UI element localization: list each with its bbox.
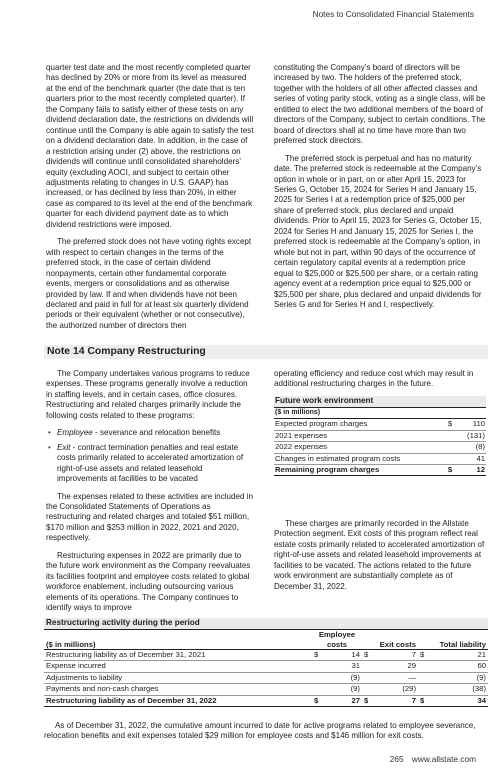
cell-employee: 31 [322,661,362,672]
currency-symbol [312,661,322,672]
currency-symbol [312,672,322,683]
list-item [46,443,254,485]
currency-symbol [418,672,428,683]
row-label: Changes in estimated program costs [274,453,447,464]
currency-symbol: $ [447,419,459,430]
row-label: Restructuring liability as of December 31, 2021 [44,650,312,661]
currency-symbol [447,453,459,464]
bullet-text: - severance and relocation benefits [92,428,221,438]
currency-symbol: $ [312,650,322,661]
cell-exit: (29) [372,684,418,695]
table-row [274,442,486,453]
row-label: Remaining program charges [274,465,447,476]
table-title: Future work environment [274,396,486,408]
cell-employee: 27 [322,695,362,706]
website-link[interactable]: www.allstate.com [411,754,476,764]
paragraph: The expenses related to these activities are included in the Consolidated Statements of Operations as restructuring and related charges and totaled $51 million, $170 million and $253 million in 2022, 2021 and 2020, respectively. [46,491,253,543]
column-restructuring-left [46,369,254,621]
table-row [44,661,488,672]
section-title: Note 14 Company Restructuring [47,346,206,357]
column-restructuring-right-lower [274,519,486,592]
row-label: Payments and non-cash charges [44,684,312,695]
paragraph: The preferred stock is perpetual and has no maturity date. The preferred stock is redeemable at the Company’s option in whole or in part, on or after April 15, 2023 for Series G, October 15, 2024 for Series H and January 15, 2025 for Series I at a redemption price of $25,000 per share of preferred stock, plus declared and unpaid dividends. Prior to April 15, 2023 for Series G, October 15, 2024 for Series H and January 15, 2025 for Series I, the preferred stock is redeemable at the Company’s option, in whole but not in part, within 90 days of the occurrence of certain regulatory capital events at a redemption price equal to $25,000 or $25,500 per share, or a certain rating agency event at a redemption price equal to $25,000 or $25,500 per share, plus declared and unpaid dividends for Series G and for Series H and I, respectively. [274,153,482,309]
bullet-term: Exit [57,442,71,452]
closing-paragraph [44,721,490,742]
row-value: 110 [459,419,486,430]
row-label: 2021 expenses [274,430,447,441]
cell-employee: (9) [322,684,362,695]
table-row [274,419,486,430]
currency-symbol: $ [362,695,372,706]
paragraph: The Company undertakes various programs to reduce expenses. These programs generally involve a reduction in staffing levels, and in certain cases, office closures. Restructuring and related charges primarily include the following costs related to these programs: [46,369,250,420]
cell-total: 60 [428,661,488,672]
paragraph: quarter test date and the most recently completed quarter has declined by 20% or more from its level as measured at the end of the benchmark quarter (the date that is ten quarters prior to the most recently completed quarter). If the Company fails to satisfy either of these tests on any dividend declaration date, the restrictions on dividends will continue until the Company is able again to satisfy the test on a dividend declaration date. In addition, in the case of a restriction arising under (2) above, the restrictions on dividends will continue until consolidated shareholders’ equity (excluding AOCI, and subject to certain other adjustments relating to changes in U.S. GAAP) has increased, or has declined by less than 20%, in either case as compared to its level at the end of the benchmark quarter for each dividend payment date as to which dividend restrictions were imposed. [46,63,254,229]
column-top-right [274,63,486,317]
currency-symbol: $ [418,650,428,661]
paragraph: Restructuring expenses in 2022 are primarily due to the future work environment as the Company reevaluates its facilities footprint and employee costs related to global workforce enablement, including outsourcing various elements of its operations. The Company continues to identify ways to improve [46,550,251,613]
column-header-employee: Employee costs [312,630,362,650]
cell-total: (38) [428,684,488,695]
row-label: Expense incurred [44,661,312,672]
paragraph: The preferred stock does not have voting rights except with respect to certain changes in the terms of the preferred stock, in the case of certain dividend nonpayments, certain other fundamental corporate events, mergers or consolidations and as otherwise provided by law. If and when dividends have not been declared and paid in full for at least six quarterly dividend periods or their equivalent (whether or not consecutive), the authorized number of directors then [46,237,252,330]
cost-type-list [46,428,254,484]
table-row [44,684,488,695]
row-value: (8) [459,442,486,453]
column-header-total: Total liability [418,630,488,650]
bullet-text: - contract termination penalties and real estate costs primarily related to accelerated amortization of right-of-use assets and related leasehold improvements at facilities to be vacated [57,442,244,484]
currency-symbol: $ [418,695,428,706]
cell-total: 34 [428,695,488,706]
column-top-left [46,63,254,338]
table-header-row [44,630,488,650]
cell-exit: 29 [372,661,418,672]
row-value: 12 [459,465,486,476]
row-value: (131) [459,430,486,441]
paragraph: constituting the Company’s board of directors will be increased by two. The holders of the preferred stock, together with the holders of all other affected classes and series of voting parity stock, voting as a single class, will be entitled to elect the two additional members of the board of directors of the Company, subject to certain conditions. The board of directors shall at no time have more than two preferred stock directors. [274,63,486,146]
column-header-exit: Exit costs [362,630,418,650]
table-row [274,430,486,441]
bullet-term: Employee [57,428,93,438]
currency-symbol [362,684,372,695]
currency-symbol: $ [312,695,322,706]
column-restructuring-right [274,369,486,397]
cell-total: (9) [428,672,488,683]
page-number: 265 [389,754,404,764]
table-row [274,453,486,464]
currency-symbol [447,442,459,453]
list-item [46,428,254,438]
currency-symbol [447,430,459,441]
cell-exit: 7 [372,650,418,661]
currency-symbol [362,661,372,672]
table-row [44,650,488,661]
section-heading [44,345,490,359]
table-row [44,672,488,683]
cell-exit: 7 [372,695,418,706]
running-header: Notes to Consolidated Financial Statements [312,9,474,19]
cell-employee: (9) [322,672,362,683]
bullet-icon: • [48,442,51,452]
table-total-row [44,695,488,706]
currency-symbol [418,661,428,672]
row-value: 41 [459,453,486,464]
row-label: Expected program charges [274,419,447,430]
row-label: Restructuring liability as of December 31, 2022 [44,695,312,706]
future-work-table [274,396,486,476]
row-label: 2022 expenses [274,442,447,453]
cell-employee: 14 [322,650,362,661]
currency-symbol: $ [447,465,459,476]
paragraph: These charges are primarily recorded in the Allstate Protection segment. Exit costs of this program reflect real estate costs primarily related to accelerated amortization of right-of-use assets and related leasehold improvements at facilities to be vacated. The actions related to the future work environment are substantially complete as of December 31, 2022. [274,519,485,591]
table-total-row [274,465,486,476]
table-title: Restructuring activity during the period [44,618,488,630]
currency-symbol: $ [362,650,372,661]
paragraph: As of December 31, 2022, the cumulative amount incurred to date for active programs related to employee severance, relocation benefits and exit expenses totaled $29 million for employee costs and $146 million for exit costs. [44,721,476,741]
row-label: Adjustments to liability [44,672,312,683]
restructuring-activity-table [44,618,488,707]
page-footer [384,754,476,764]
bullet-icon: • [48,428,51,438]
currency-symbol [362,672,372,683]
table-units: ($ in millions) [274,408,486,419]
paragraph: operating efficiency and reduce cost which may result in additional restructuring charges in the future. [274,369,474,389]
currency-symbol [418,684,428,695]
cell-exit: — [372,672,418,683]
table-units: ($ in millions) [44,630,312,650]
currency-symbol [312,684,322,695]
cell-total: 21 [428,650,488,661]
